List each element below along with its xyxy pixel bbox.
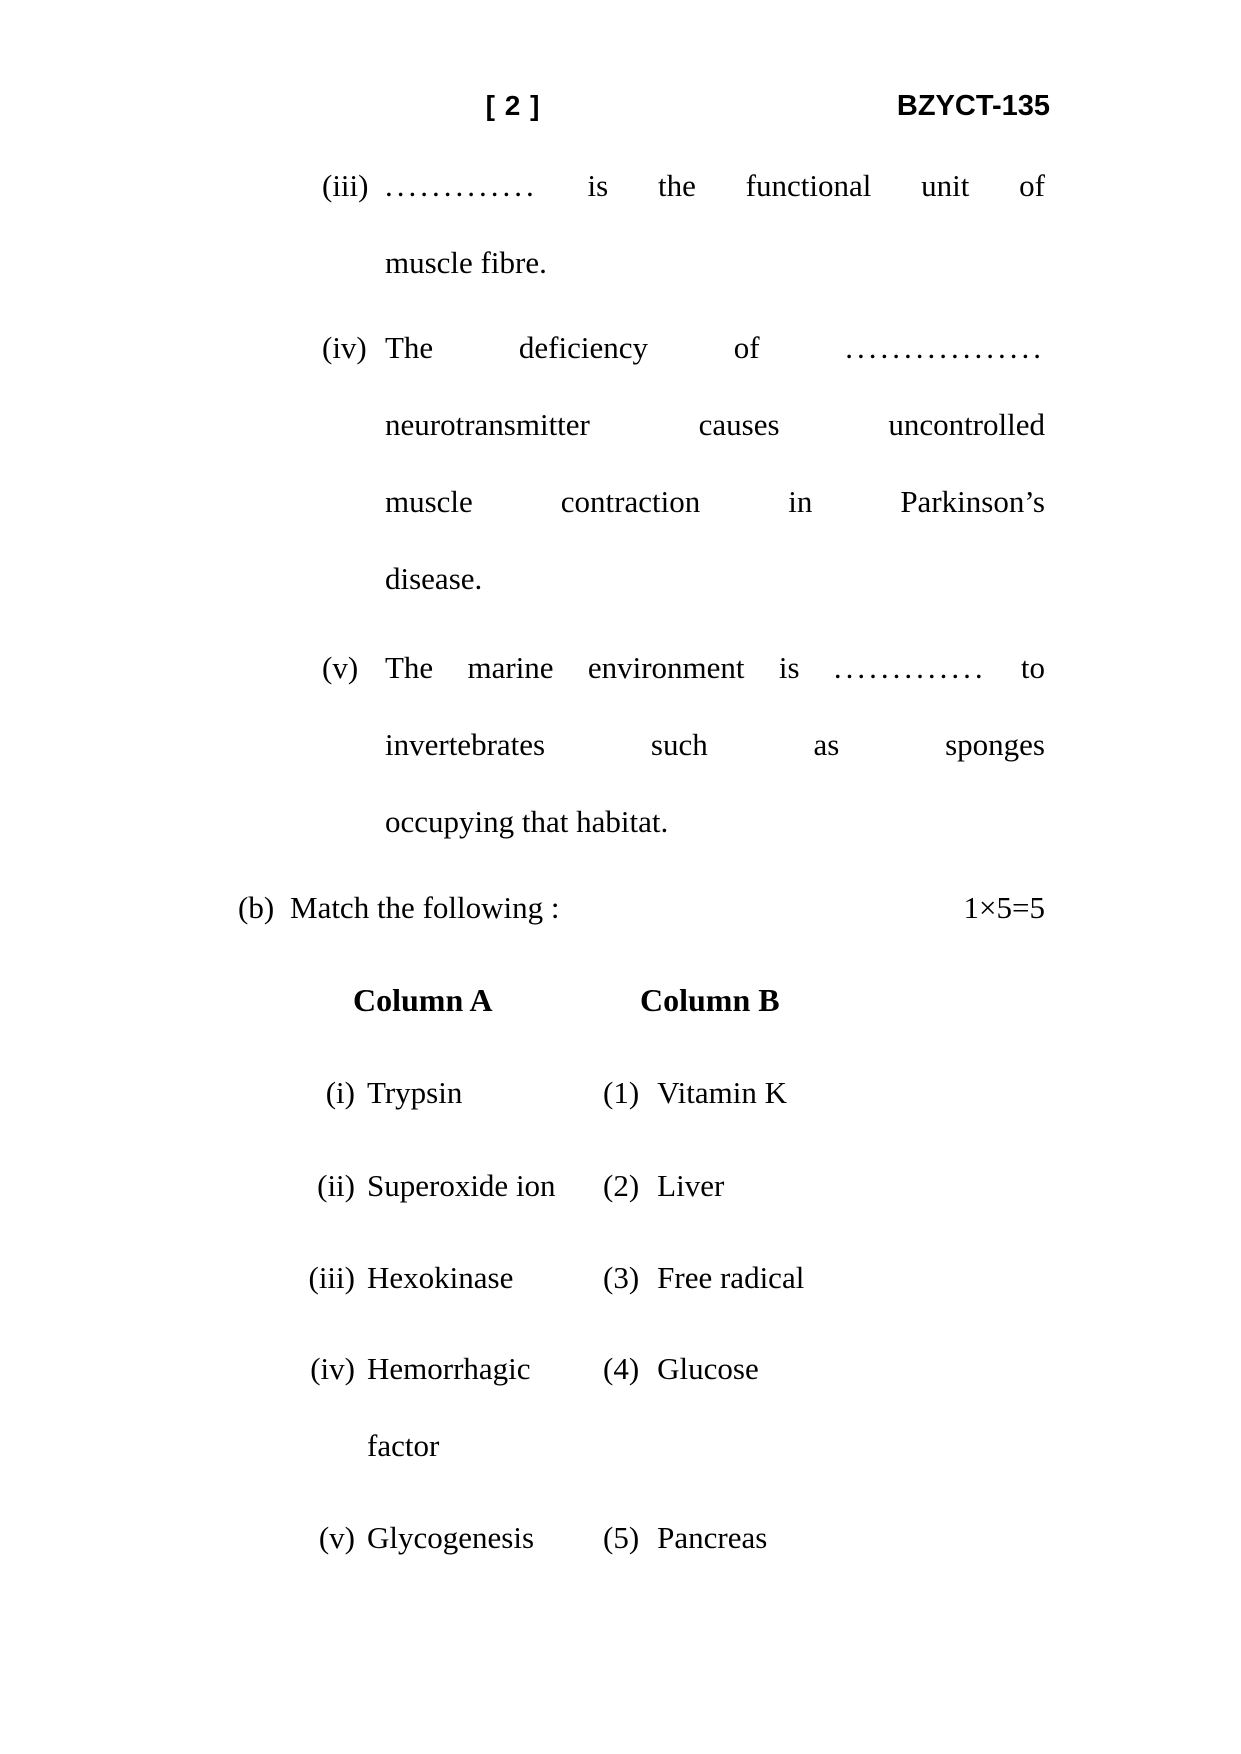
text-line: muscle fibre.	[385, 245, 547, 280]
fill-item-iv	[322, 309, 1045, 617]
row-b-label: (2)	[603, 1168, 640, 1203]
row-a-text: Hexokinase	[367, 1260, 514, 1295]
match-row-1	[300, 1054, 1050, 1131]
fill-item-iii	[322, 147, 1045, 301]
part-title: Match the following :	[290, 890, 560, 925]
text-line	[385, 309, 1045, 386]
item-label: (v)	[322, 650, 359, 685]
row-a-text: Trypsin	[367, 1075, 463, 1110]
row-b-text: Free radical	[657, 1260, 805, 1295]
text-line: occupying that habitat.	[385, 804, 669, 839]
page-number: [ 2 ]	[485, 90, 541, 121]
part-label: (b)	[238, 890, 275, 925]
match-row-2	[300, 1147, 1050, 1224]
marks-value: 1×5=5	[963, 890, 1045, 925]
item-content	[385, 629, 1045, 860]
course-code: BZYCT-135	[896, 90, 1050, 122]
match-row-5	[300, 1499, 1050, 1576]
line-text: is the functional unit of	[587, 168, 1045, 203]
line-text: The deficiency of	[385, 330, 760, 365]
part-b-row	[238, 869, 1045, 946]
row-b-label: (5)	[603, 1520, 640, 1555]
row-b-text: Glucose	[657, 1351, 759, 1386]
row-a-label: (iii)	[308, 1260, 355, 1295]
text-line	[385, 629, 1045, 706]
row-a-text	[367, 1330, 603, 1484]
row-a-label: (i)	[325, 1075, 355, 1110]
item-label: (iii)	[322, 168, 369, 203]
text-line: disease.	[385, 561, 483, 596]
blank-dots: .............	[385, 168, 538, 203]
row-a-label: (ii)	[317, 1168, 355, 1203]
text-line	[385, 147, 1045, 224]
row-b-label: (1)	[603, 1075, 640, 1110]
row-a-text: Superoxide ion	[367, 1168, 556, 1203]
row-a-line1: Hemorrhagic	[367, 1351, 531, 1386]
blank-dots: .............	[833, 650, 987, 685]
row-a-label: (iv)	[310, 1351, 355, 1386]
text-line: neurotransmitter causes uncontrolled	[385, 407, 1045, 442]
item-content	[385, 309, 1045, 617]
match-row-4	[300, 1330, 1050, 1484]
line-text: to	[1020, 650, 1046, 685]
match-row-3	[300, 1239, 1050, 1316]
fill-item-v	[322, 629, 1045, 860]
column-a-header: Column A	[353, 982, 493, 1018]
row-a-label: (v)	[318, 1520, 355, 1555]
column-b-header: Column B	[640, 982, 780, 1018]
item-label: (iv)	[322, 330, 367, 365]
row-b-text: Liver	[657, 1168, 725, 1203]
row-b-text: Pancreas	[657, 1520, 768, 1555]
blank-dots: .................	[845, 330, 1046, 365]
item-content	[385, 147, 1045, 301]
row-a-text: Glycogenesis	[367, 1520, 535, 1555]
row-b-label: (3)	[603, 1260, 640, 1295]
text-line: muscle contraction in Parkinson’s	[385, 484, 1045, 519]
line-text: The marine environment is	[385, 650, 800, 685]
row-a-line2: factor	[367, 1428, 440, 1463]
row-b-text: Vitamin K	[657, 1075, 788, 1110]
text-line: invertebrates such as sponges	[385, 727, 1045, 762]
row-b-label: (4)	[603, 1351, 640, 1386]
